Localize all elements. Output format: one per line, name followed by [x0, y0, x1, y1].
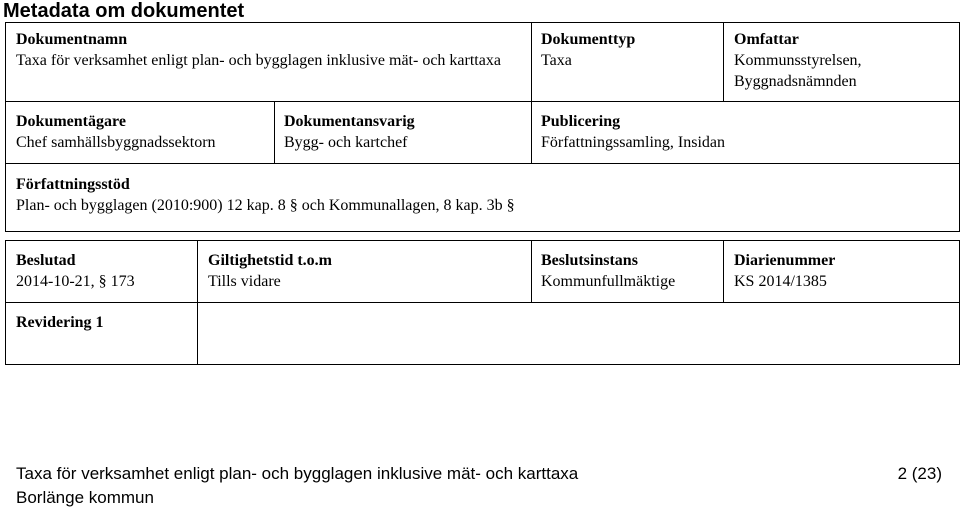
footer-doc-title: Taxa för verksamhet enligt plan- och bygglagen inklusive mät- och karttaxa — [16, 464, 579, 483]
beslutad-cell — [16, 250, 191, 292]
revidering-cell — [16, 312, 191, 333]
footer-page-number: 2 (23) — [897, 464, 942, 483]
beslutad-label: Beslutad — [16, 252, 76, 269]
dokumenttyp-cell — [541, 29, 716, 71]
dokumenttyp-value: Taxa — [541, 52, 572, 69]
diarienummer-value: KS 2014/1385 — [734, 273, 827, 290]
dokumentansvarig-cell — [284, 111, 524, 153]
publicering-label: Publicering — [541, 113, 621, 130]
col-divider — [723, 22, 724, 101]
diarienummer-cell — [734, 250, 949, 292]
forfattningsstod-cell — [16, 174, 936, 216]
forfattningsstod-value: Plan- och bygglagen (2010:900) 12 kap. 8 § och Kommunallagen, 8 kap. 3b § — [16, 197, 515, 214]
dokumentansvarig-value: Bygg- och kartchef — [284, 134, 408, 151]
dokumentagare-cell — [16, 111, 271, 153]
beslutsinstans-cell — [541, 250, 716, 292]
omfattar-cell — [734, 29, 949, 92]
beslutsinstans-value: Kommunfullmäktige — [541, 273, 676, 290]
giltighetstid-value: Tills vidare — [208, 273, 281, 290]
row-divider — [5, 163, 960, 164]
dokumentnamn-label: Dokumentnamn — [16, 31, 128, 48]
col-divider — [274, 101, 275, 163]
dokumentansvarig-label: Dokumentansvarig — [284, 113, 415, 130]
dokumentnamn-value: Taxa för verksamhet enligt plan- och bygglagen inklusive mät- och karttaxa — [16, 52, 501, 69]
beslutsinstans-label: Beslutsinstans — [541, 252, 638, 269]
beslutad-value: 2014-10-21, § 173 — [16, 273, 135, 290]
giltighetstid-cell — [208, 250, 523, 292]
publicering-value: Författningssamling, Insidan — [541, 134, 725, 151]
page-title: Metadata om dokumentet — [3, 0, 245, 22]
omfattar-label: Omfattar — [734, 31, 799, 48]
dokumentagare-label: Dokumentägare — [16, 113, 126, 130]
row-divider — [5, 302, 960, 303]
col-divider — [197, 240, 198, 365]
col-divider — [723, 240, 724, 302]
giltighetstid-label: Giltighetstid t.o.m — [208, 252, 332, 269]
omfattar-value: Kommunsstyrelsen, Byggnadsnämnden — [734, 52, 862, 90]
col-divider — [531, 22, 532, 163]
dokumenttyp-label: Dokumenttyp — [541, 31, 636, 48]
col-divider — [531, 240, 532, 302]
revidering-label: Revidering 1 — [16, 314, 104, 331]
diarienummer-label: Diarienummer — [734, 252, 836, 269]
dokumentagare-value: Chef samhällsbyggnadssektorn — [16, 134, 216, 151]
dokumentnamn-cell — [16, 29, 521, 71]
row-divider — [5, 101, 960, 102]
forfattningsstod-label: Författningsstöd — [16, 176, 130, 193]
publicering-cell — [541, 111, 941, 153]
footer-org: Borlänge kommun — [16, 488, 154, 507]
